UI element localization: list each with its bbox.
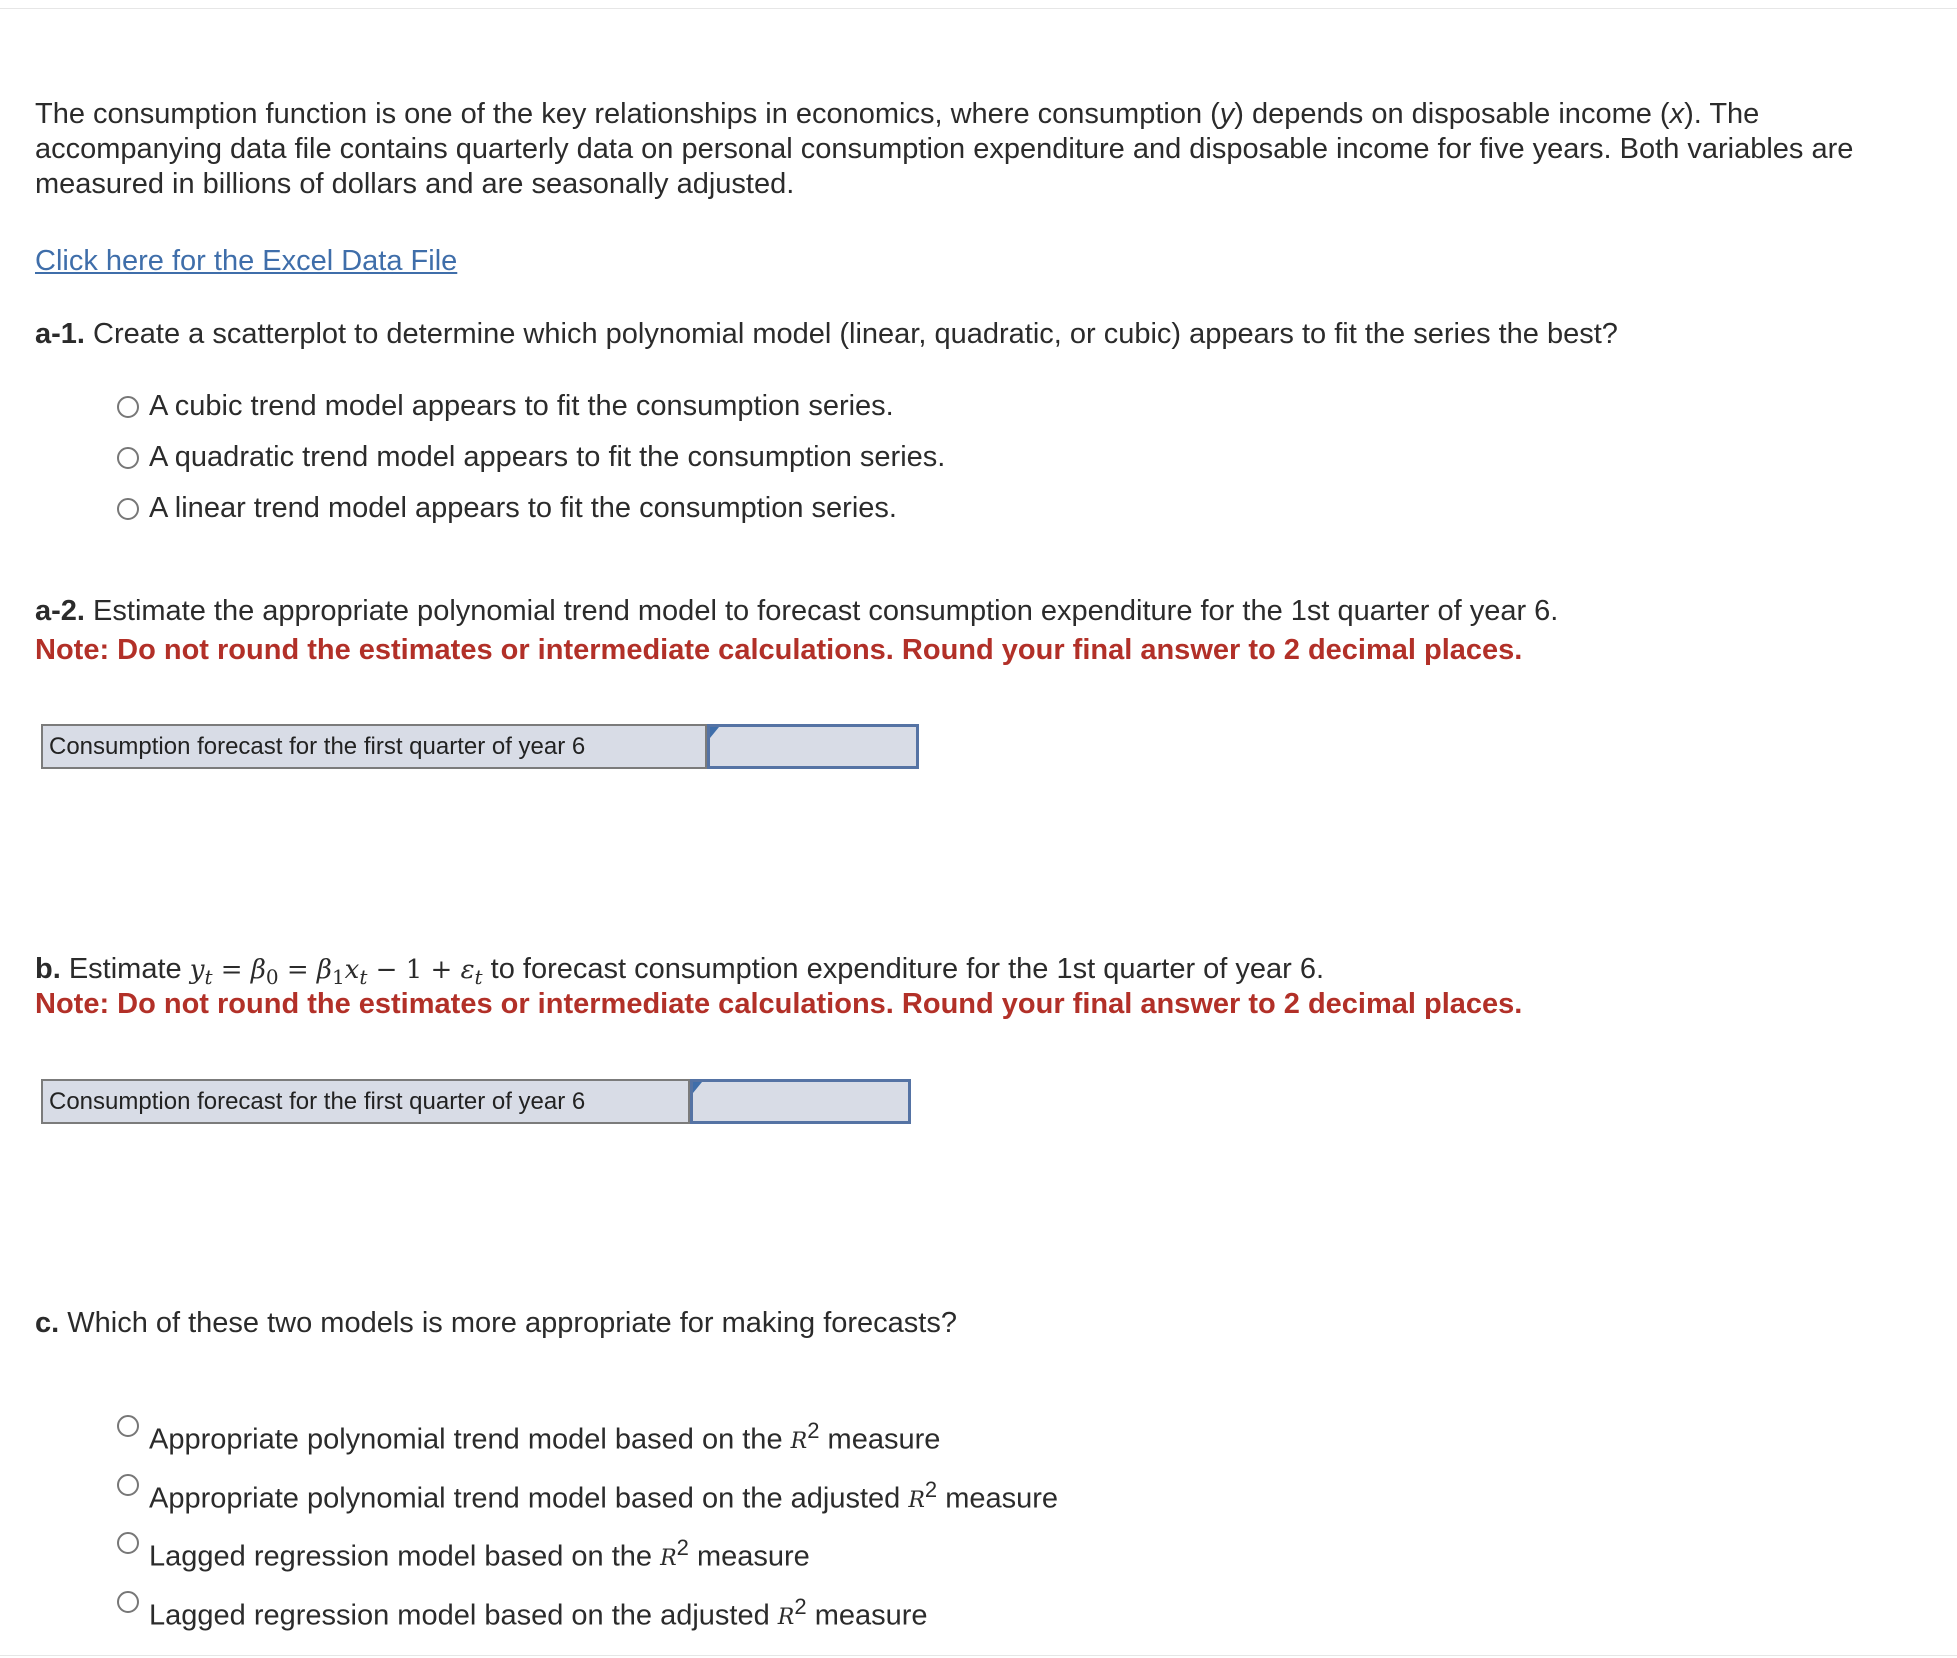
- eq-beta1: β: [316, 955, 332, 985]
- option-text: Appropriate polynomial trend model based on the adjusted: [149, 1482, 901, 1515]
- note-b: Note: Do not round the estimates or intermediate calculations. Round your final answer to 2 decimal places.: [35, 988, 1523, 1020]
- eq-sub-t: t: [204, 965, 213, 990]
- question-a1: [35, 317, 1618, 352]
- measure-word: measure: [696, 1540, 810, 1573]
- radio-button[interactable]: [117, 498, 139, 520]
- radio-button[interactable]: [117, 1591, 139, 1613]
- excel-data-link[interactable]: Click here for the Excel Data File: [35, 245, 458, 277]
- eq-sub-1: 1: [331, 965, 345, 990]
- option-label: [149, 1596, 928, 1632]
- option-a1-quadratic[interactable]: [117, 441, 945, 474]
- option-label: [149, 1537, 810, 1573]
- option-c-poly-adj-r2[interactable]: [117, 1479, 1058, 1515]
- label-c: c.: [35, 1307, 60, 1339]
- radio-button[interactable]: [117, 396, 139, 418]
- option-text: Lagged regression model based on the: [149, 1540, 653, 1573]
- eq-sub-t3: t: [474, 965, 483, 990]
- r-squared: [777, 1594, 807, 1631]
- option-text: Lagged regression model based on the adjusted: [149, 1599, 770, 1632]
- measure-word: measure: [814, 1599, 928, 1632]
- r-symbol: R: [790, 1429, 808, 1455]
- eq-beta0: β: [250, 955, 266, 985]
- r-symbol: R: [777, 1605, 795, 1631]
- intro-text-3: ). The accompanying data file contains quarterly data on personal consumption expenditure and disposable income for five years. Both variables are measured in billions of dollars and are seasonally adjusted.: [35, 98, 1854, 200]
- eq-sub-t2: t: [359, 965, 368, 990]
- label-a1: a-1.: [35, 318, 85, 350]
- option-c-lag-r2[interactable]: [117, 1537, 810, 1573]
- eq-sub-0: 0: [265, 965, 279, 990]
- forecast-input-a2[interactable]: [707, 724, 919, 769]
- option-c-lag-adj-r2[interactable]: [117, 1596, 928, 1632]
- label-b: b.: [35, 953, 61, 985]
- r-exp: 2: [924, 1477, 938, 1502]
- text-b-pre: Estimate: [68, 953, 182, 985]
- forecast-row-label: Consumption forecast for the first quarter of year 6: [43, 1081, 690, 1122]
- top-divider: [0, 8, 1957, 9]
- intro-text-2: ) depends on disposable income (: [1234, 98, 1670, 130]
- r-exp: 2: [676, 1535, 689, 1560]
- text-c: Which of these two models is more appropriate for making forecasts?: [67, 1307, 957, 1339]
- r-squared: [660, 1535, 689, 1572]
- option-text: Appropriate polynomial trend model based on the: [149, 1423, 783, 1456]
- option-label: A cubic trend model appears to fit the consumption series.: [149, 390, 894, 422]
- var-x: x: [1669, 98, 1685, 130]
- bottom-divider: [0, 1655, 1957, 1656]
- text-a2: Estimate the appropriate polynomial trend model to forecast consumption expenditure for the 1st quarter of year 6.: [93, 595, 1559, 627]
- option-label: [149, 1479, 1058, 1515]
- label-a2: a-2.: [35, 595, 85, 627]
- eq-epsilon: ε: [460, 955, 475, 985]
- eq-minus: −: [375, 955, 398, 985]
- eq-x: x: [344, 955, 360, 985]
- measure-word: measure: [945, 1482, 1059, 1515]
- intro-text-1: The consumption function is one of the key relationships in economics, where consumption (: [35, 98, 1220, 130]
- answer-table-a2: [41, 724, 919, 769]
- note-a2: Note: Do not round the estimates or intermediate calculations. Round your final answer to 2 decimal places.: [35, 634, 1523, 666]
- eq-equals-2: =: [286, 955, 309, 985]
- forecast-input-b[interactable]: [690, 1079, 911, 1124]
- equation: [189, 955, 483, 990]
- r-exp: 2: [794, 1594, 807, 1619]
- text-a1: Create a scatterplot to determine which polynomial model (linear, quadratic, or cubic) appears to fit the series the best?: [93, 318, 1618, 350]
- r-exp: 2: [807, 1418, 820, 1443]
- radio-button[interactable]: [117, 1415, 139, 1437]
- r-symbol: R: [660, 1546, 677, 1572]
- r-squared: [908, 1477, 938, 1514]
- measure-word: measure: [827, 1423, 941, 1456]
- var-y: y: [1219, 98, 1235, 130]
- r-symbol: R: [908, 1488, 925, 1514]
- radio-button[interactable]: [117, 1532, 139, 1554]
- question-a2: [35, 594, 1558, 629]
- r-squared: [790, 1418, 820, 1455]
- eq-plus: +: [430, 955, 453, 985]
- question-c: [35, 1306, 957, 1341]
- radio-button[interactable]: [117, 447, 139, 469]
- text-b-post: to forecast consumption expenditure for the 1st quarter of year 6.: [490, 953, 1325, 985]
- option-label: A quadratic trend model appears to fit the consumption series.: [149, 441, 946, 473]
- eq-y: y: [189, 955, 205, 985]
- eq-equals: =: [220, 955, 243, 985]
- option-label: [149, 1420, 940, 1456]
- option-c-poly-r2[interactable]: [117, 1420, 940, 1456]
- radio-button[interactable]: [117, 1474, 139, 1496]
- forecast-row-label: Consumption forecast for the first quarter of year 6: [43, 726, 707, 767]
- eq-lag: 1: [405, 955, 423, 985]
- intro-paragraph: [35, 97, 1925, 202]
- answer-table-b: [41, 1079, 911, 1124]
- option-a1-linear[interactable]: [117, 492, 897, 525]
- option-label: A linear trend model appears to fit the consumption series.: [149, 492, 897, 524]
- option-a1-cubic[interactable]: [117, 390, 894, 423]
